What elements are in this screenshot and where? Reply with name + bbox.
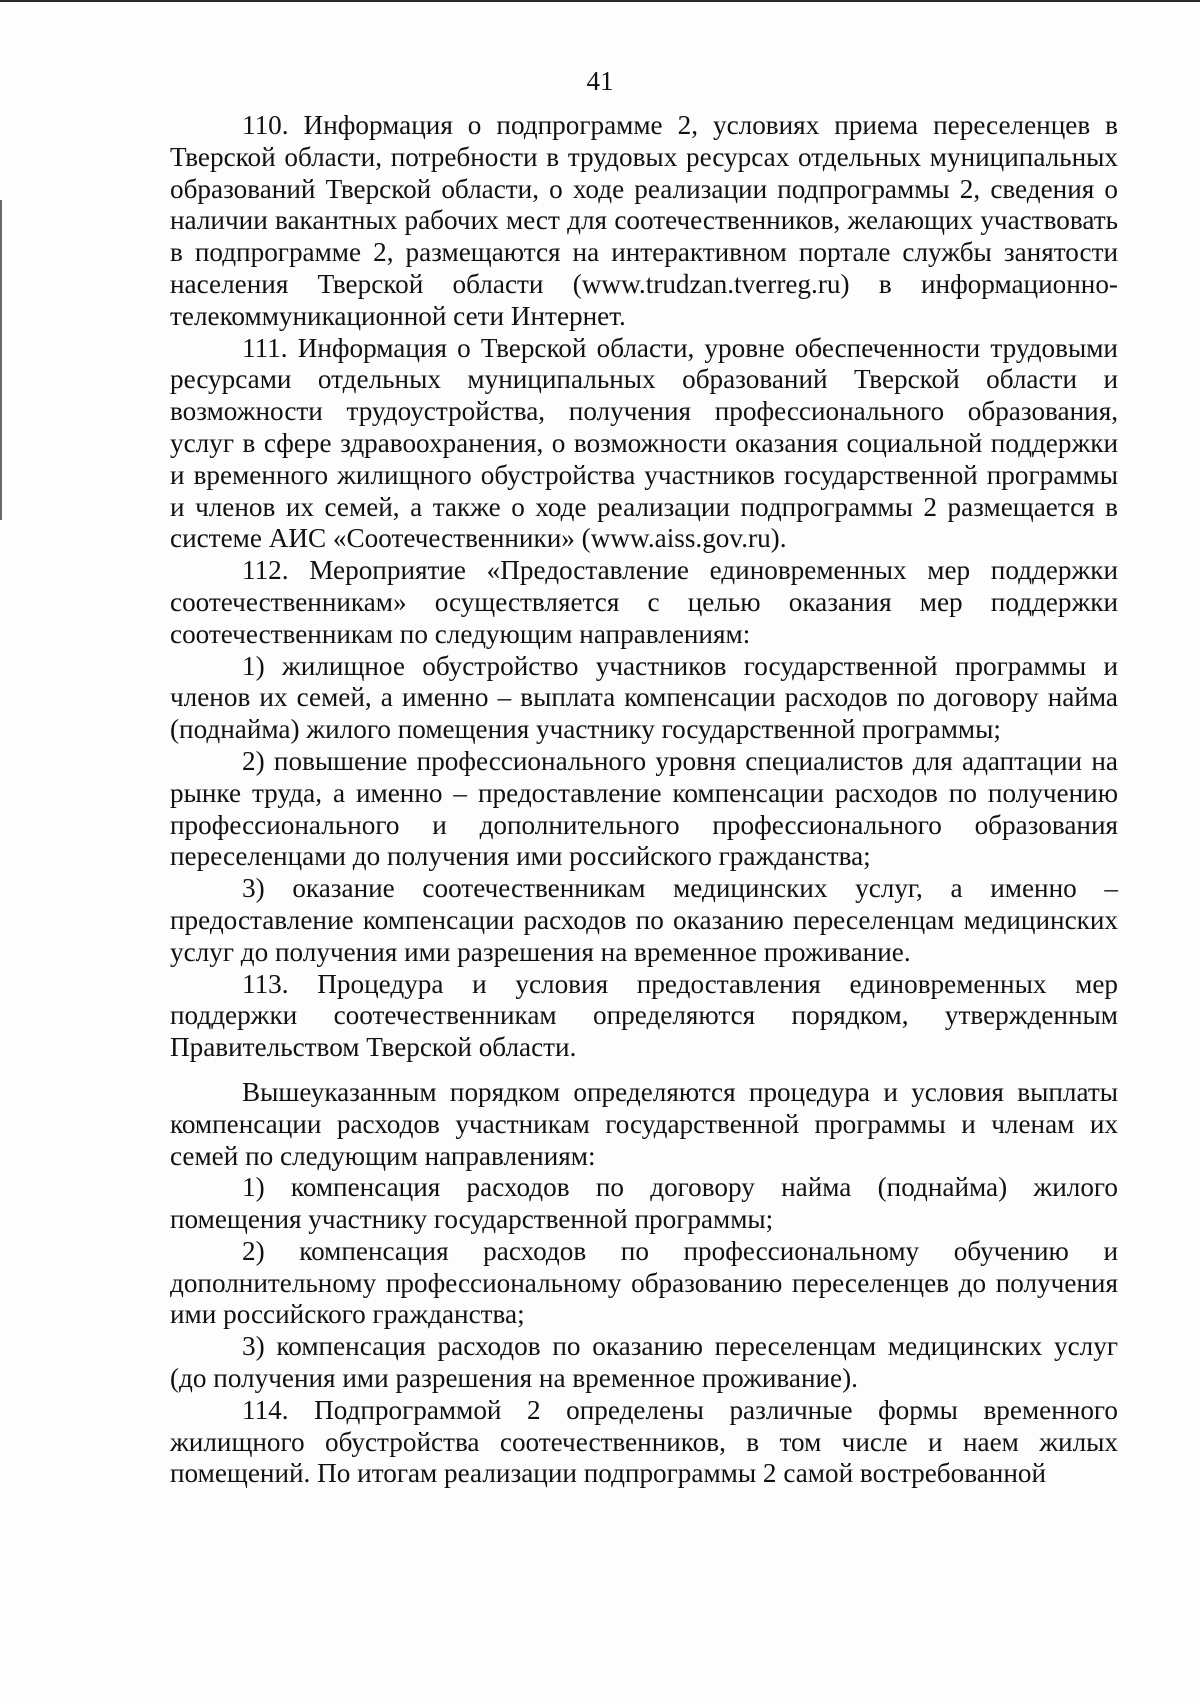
- paragraph-111: 111. Информация о Тверской области, уровне обеспеченности трудовыми ресурсами отдельных муниципальных образований Тверской области и возможности трудоустройства, получения профессионального образования, услуг в сфере здравоохранения, о возможности оказания социальной поддержки и временного жилищного обустройства участников государственной программы и членов их семей, а также о ходе реализации подпрограммы 2 размещается в системе АИС «Соотечественники» (www.aiss.gov.ru).: [170, 332, 1118, 554]
- paragraph-110: 110. Информация о подпрограмме 2, условиях приема переселенцев в Тверской области, потребности в трудовых ресурсах отдельных муниципальных образований Тверской области, о ходе реализации подпрограммы 2, сведения о наличии вакантных рабочих мест для соотечественников, желающих участвовать в подпрограмме 2, размещаются на интерактивном портале службы занятости населения Тверской области (www.trudzan.tverreg.ru) в информационно-телекоммуникационной сети Интернет.: [170, 110, 1118, 331]
- paragraph-112: 112. Мероприятие «Предоставление единовременных мер поддержки соотечественникам» осуществляется с целью оказания мер поддержки соотечественникам по следующим направлениям:: [170, 555, 1118, 649]
- scan-top-edge: [0, 0, 1200, 2]
- paragraph-113: 113. Процедура и условия предоставления единовременных мер поддержки соотечественникам определяются порядком, утвержденным Правительством Тверской области.: [170, 968, 1118, 1063]
- paragraph-112-item-1: 1) жилищное обустройство участников государственной программы и членов их семей, а именно – выплата компенсации расходов по договору найма (поднайма) жилого помещения участнику государственной программы;: [170, 650, 1118, 745]
- paragraph-113-item-2: 2) компенсация расходов по профессиональному обучению и дополнительному профессиональному образованию переселенцев до получения ими российского гражданства;: [170, 1235, 1118, 1330]
- paragraph-113-item-1: 1) компенсация расходов по договору найма (поднайма) жилого помещения участнику государственной программы;: [170, 1172, 1118, 1235]
- paragraph-112-item-3: 3) оказание соотечественникам медицинских услуг, а именно – предоставление компенсации расходов по оказанию переселенцам медицинских услуг до получения ими разрешения на временное проживание.: [170, 873, 1118, 967]
- page-number: 41: [586, 66, 614, 96]
- paragraph-114: 114. Подпрограммой 2 определены различные формы временного жилищного обустройства соотечественников, в том числе и наем жилых помещений. По итогам реализации подпрограммы 2 самой востребованной: [170, 1394, 1118, 1489]
- paragraph-112-item-2: 2) повышение профессионального уровня специалистов для адаптации на рынке труда, а именно – предоставление компенсации расходов по получению профессионального и дополнительного профессионального образования переселенцами до получения ими российского гражданства;: [170, 745, 1118, 872]
- scan-left-edge: [0, 200, 2, 520]
- paragraph-113-procedure: Вышеуказанным порядком определяются процедура и условия выплаты компенсации расходов участникам государственной программы и членам их семей по следующим направлениям:: [170, 1076, 1118, 1171]
- paragraph-113-item-3: 3) компенсация расходов по оказанию переселенцам медицинских услуг (до получения ими разрешения на временное проживание).: [170, 1331, 1118, 1394]
- document-body: [170, 110, 1118, 1490]
